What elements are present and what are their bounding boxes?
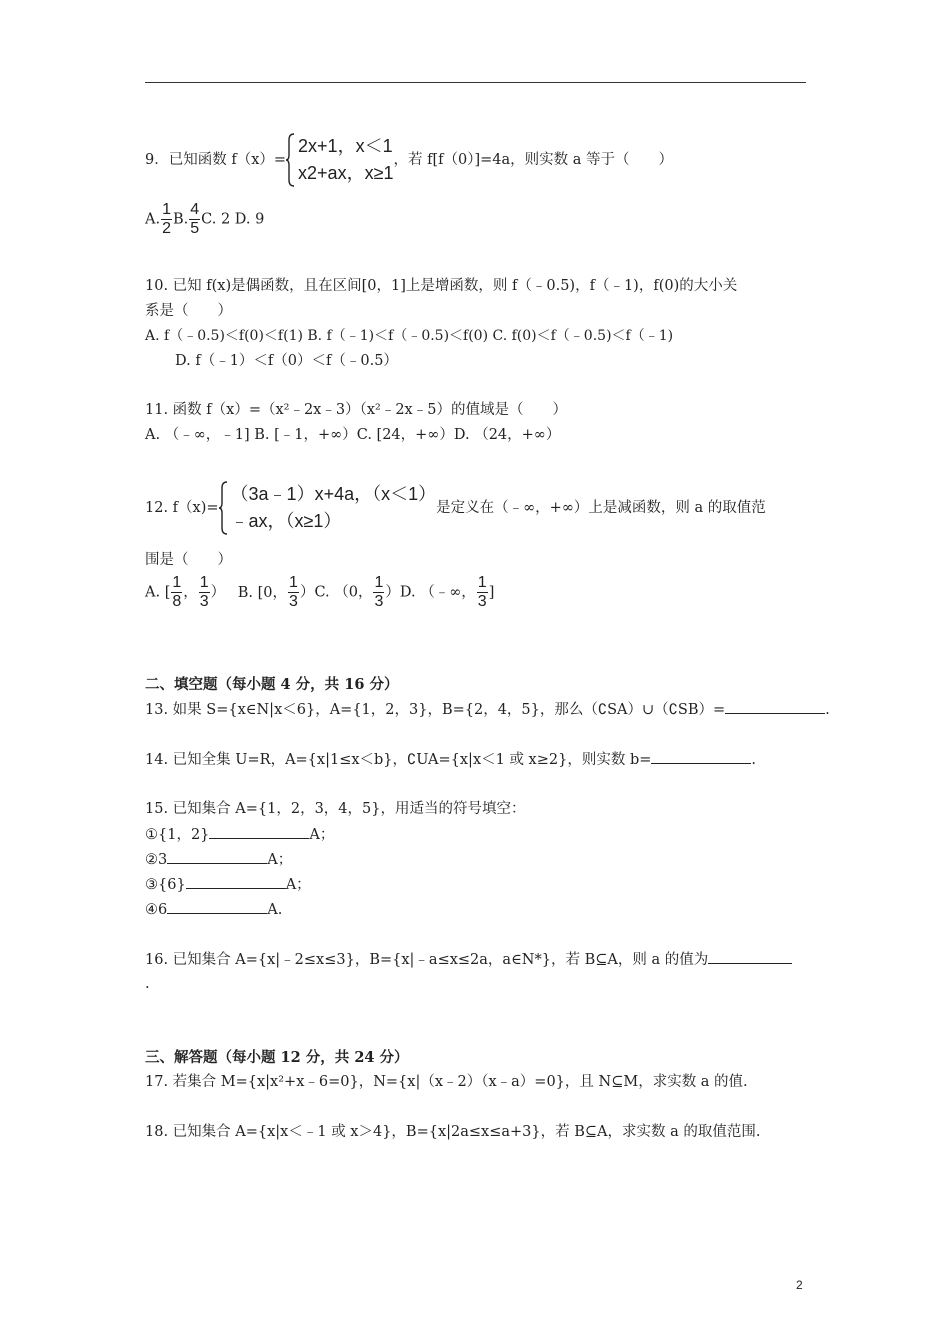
q15-item-2-blank[interactable] bbox=[167, 849, 267, 864]
q9-suffix: ，若 f[f（0）]=4a，则实数 a 等于（ ） bbox=[393, 152, 673, 168]
question-18: 18. 已知集合 A={x|x＜﹣1 或 x＞4}，B={x|2a≤x≤a+3}，若 B⊆A，求实数 a 的取值范围. bbox=[145, 1124, 761, 1140]
left-brace-icon bbox=[219, 481, 228, 535]
q10-options-abc: A. f（﹣0.5)＜f(0)＜f(1) B. f（﹣1)＜f（﹣0.5)＜f(0) C. f(0)＜f（﹣0.5)＜f（﹣1) bbox=[145, 328, 674, 344]
q15-item-3 bbox=[145, 874, 311, 895]
q13-answer-blank[interactable] bbox=[725, 699, 825, 714]
q13-end: . bbox=[825, 702, 830, 718]
question-12 bbox=[145, 481, 766, 535]
q12-d-fraction bbox=[477, 574, 488, 611]
q9-b-denominator: 5 bbox=[190, 220, 200, 237]
q9-option-b-label: B. bbox=[173, 211, 189, 228]
q15-item-4-blank[interactable] bbox=[167, 899, 267, 914]
q14-answer-blank[interactable] bbox=[651, 749, 751, 764]
q9-b-numerator: 4 bbox=[190, 201, 200, 218]
q12-suffix: 是定义在（﹣∞，+∞）上是减函数，则 a 的取值范 bbox=[436, 500, 766, 516]
header-rule bbox=[145, 82, 806, 83]
q15-item-1 bbox=[145, 824, 334, 845]
q15-item-2-text: ②3 bbox=[145, 852, 168, 868]
q12-a-close: ） bbox=[210, 584, 226, 601]
q12-option-a-label: A. [ bbox=[145, 584, 171, 601]
q9-a-numerator: 1 bbox=[162, 201, 171, 218]
q12-a-numerator-2: 1 bbox=[199, 574, 209, 591]
q15-item-3-blank[interactable] bbox=[186, 874, 286, 889]
left-brace-icon bbox=[286, 133, 295, 187]
section-3-heading: 三、解答题（每小题 12 分，共 24 分） bbox=[145, 1049, 409, 1066]
q11-options: A. （﹣∞，﹣1] B. [﹣1，+∞）C. [24，+∞）D. （24，+∞） bbox=[145, 427, 561, 443]
q12-a-fraction-1 bbox=[171, 574, 182, 611]
q15-line-1: 15. 已知集合 A={1，2，3，4，5}，用适当的符号填空： bbox=[145, 801, 526, 817]
q12-b-denominator: 3 bbox=[289, 593, 298, 610]
q14-end: . bbox=[751, 752, 756, 768]
q15-item-1-blank[interactable] bbox=[209, 824, 309, 839]
q11-line-1: 11. 函数 f（x）=（x²﹣2x﹣3）（x²﹣2x﹣5）的值域是（ ） bbox=[145, 402, 567, 418]
q15-item-2-end: A； bbox=[267, 852, 293, 868]
q9-option-a-fraction bbox=[161, 201, 172, 238]
q9-option-b-fraction bbox=[189, 201, 200, 238]
q12-a-denominator-2: 3 bbox=[199, 593, 209, 610]
q12-c-close: ）D. （﹣∞， bbox=[385, 584, 476, 601]
q9-piecewise bbox=[286, 133, 393, 187]
q12-prefix: 12. f（x)= bbox=[145, 500, 219, 516]
q9-options bbox=[145, 201, 264, 238]
question-14 bbox=[145, 749, 756, 770]
q12-case-2: ﹣ax，（x≥1） bbox=[230, 511, 342, 531]
q10-line-2: 系是（ ） bbox=[145, 303, 232, 319]
q12-b-fraction bbox=[288, 574, 299, 611]
q12-d-denominator: 3 bbox=[477, 593, 487, 610]
q15-item-1-end: A； bbox=[309, 827, 335, 843]
q12-d-numerator: 1 bbox=[477, 574, 487, 591]
q12-d-close: ] bbox=[488, 584, 495, 601]
q12-piecewise bbox=[219, 481, 437, 535]
q9-options-cd: C. 2 D. 9 bbox=[201, 211, 265, 228]
q15-item-4-text: ④6 bbox=[145, 902, 168, 918]
q10-option-d: D. f（﹣1）＜f（0）＜f（﹣0.5） bbox=[175, 353, 398, 369]
q15-item-3-text: ③{6} bbox=[145, 877, 186, 893]
q15-item-4 bbox=[145, 899, 282, 920]
q16-answer-blank[interactable] bbox=[708, 949, 792, 964]
q9-case-2: x2+ax，x≥1 bbox=[298, 163, 394, 183]
q12-option-b-label: B. [0， bbox=[237, 584, 288, 601]
q9-a-denominator: 2 bbox=[162, 220, 171, 237]
q12-a-fraction-2 bbox=[199, 574, 210, 611]
q15-item-1-text: ①{1，2} bbox=[145, 827, 210, 843]
q16-text: 16. 已知集合 A={x|﹣2≤x≤3}，B={x|﹣a≤x≤2a，a∈N*}，若 B⊆A，则 a 的值为 bbox=[145, 952, 709, 968]
q12-c-denominator: 3 bbox=[374, 593, 384, 610]
q12-b-close: ）C. （0， bbox=[299, 584, 373, 601]
question-17: 17. 若集合 M={x|x²+x﹣6=0}，N={x|（x﹣2）（x﹣a）=0}，且 N⊆M，求实数 a 的值. bbox=[145, 1074, 748, 1090]
q12-a-denominator-1: 8 bbox=[172, 593, 182, 610]
q12-case-1: （3a﹣1）x+4a，（x＜1） bbox=[230, 484, 437, 504]
q13-text: 13. 如果 S={x∈N|x＜6}，A={1，2，3}，B={2，4，5}，那么（∁SA）∪（∁SB）= bbox=[145, 702, 726, 718]
q12-c-fraction bbox=[373, 574, 384, 611]
section-2-heading: 二、填空题（每小题 4 分，共 16 分） bbox=[145, 676, 399, 693]
q9-prefix: 9．已知函数 f（x）= bbox=[145, 152, 287, 168]
q10-line-1: 10. 已知 f(x)是偶函数，且在区间[0，1]上是增函数，则 f（﹣0.5)，f（﹣1)，f(0)的大小关 bbox=[145, 278, 738, 294]
question-16 bbox=[145, 949, 792, 970]
q12-c-numerator: 1 bbox=[374, 574, 384, 591]
q12-line-2: 围是（ ） bbox=[145, 552, 232, 568]
q15-item-4-end: A. bbox=[267, 902, 283, 918]
q15-item-2 bbox=[145, 849, 292, 870]
q9-case-1: 2x+1，x＜1 bbox=[298, 136, 393, 156]
question-13 bbox=[145, 699, 830, 720]
page-number: 2 bbox=[796, 1278, 803, 1292]
question-9 bbox=[145, 133, 673, 187]
q12-a-numerator-1: 1 bbox=[172, 574, 182, 591]
q12-options bbox=[145, 574, 494, 611]
q14-text: 14. 已知全集 U=R，A={x|1≤x＜b}，∁UA={x|x＜1 或 x≥2}，则实数 b= bbox=[145, 752, 652, 768]
q12-a-separator: ， bbox=[183, 584, 198, 601]
q9-option-a-label: A. bbox=[145, 211, 161, 228]
q15-item-3-end: A； bbox=[285, 877, 311, 893]
q16-end: . bbox=[145, 976, 150, 992]
q12-b-numerator: 1 bbox=[289, 574, 298, 591]
